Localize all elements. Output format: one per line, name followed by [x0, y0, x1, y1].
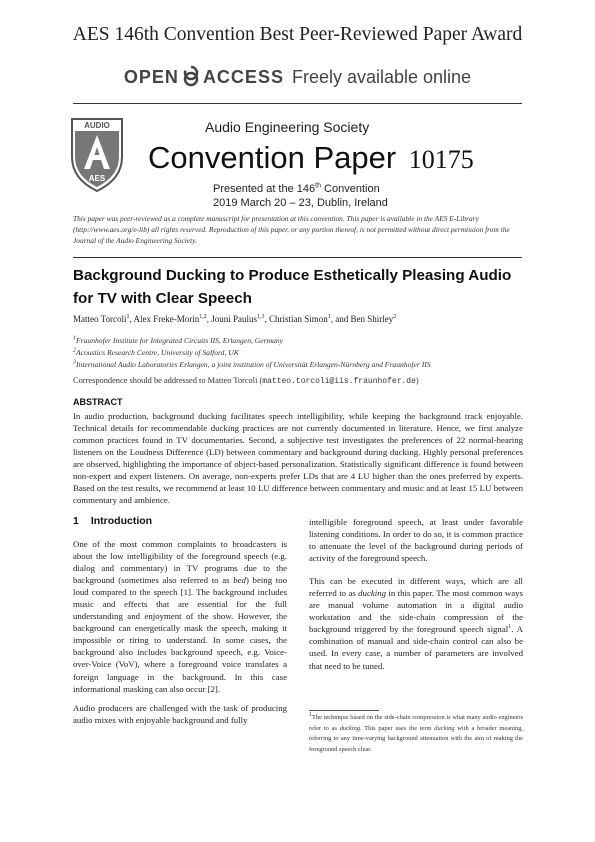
- correspondence-email[interactable]: matteo.torcoli@iis.fraunhofer.de: [262, 377, 416, 386]
- section-heading: [73, 515, 152, 527]
- presented-at-post: Convention: [320, 183, 380, 195]
- affiliation-1-num: 1: [73, 335, 76, 342]
- intro-paragraph-4: [309, 575, 523, 671]
- footnote-part-a: The technique based on the side-chain compression is what many audio engineers refer to as: [309, 714, 523, 732]
- section-number: 1: [73, 515, 79, 527]
- intro-p4-part-a: This can be executed in different ways, which are all referred to as: [309, 576, 523, 599]
- intro-p1-emphasis: bed: [233, 575, 246, 586]
- convention-paper-title: [148, 140, 474, 176]
- author-name: Christian Simon: [268, 314, 328, 324]
- author-affiliation-mark: 1,3: [256, 314, 265, 320]
- author-list: Matteo Torcoli$^1$, Alex Freke-Morin$^{1,2}$, Jouni Paulus$^{1,3}$, Christian Simon$^1$, and Ben Shirley$^2$: [73, 314, 397, 324]
- aes-logo: [70, 117, 124, 193]
- intro-p4-part-c: . A combination of manual and side-chain control can also be used. In every case, a number of parameters are involved that need to be tuned.: [309, 624, 523, 671]
- footnote-emphasis-1: ducking: [339, 724, 360, 732]
- affiliation-1-text: Fraunhofer Institute for Integrated Circuits IIS, Erlangen, Germany: [76, 336, 284, 345]
- author-affiliation-mark: 1: [327, 314, 331, 320]
- footnote-number: 1: [309, 711, 312, 718]
- author-affiliation-mark: 2: [393, 314, 397, 320]
- intro-paragraph-3: intelligible foreground speech, at least under favorable listening conditions. In order to do so, it is common practice to attenuate the level of the background during periods of activity of the foreground speech.: [309, 517, 523, 564]
- intro-p4-part-b: in this paper. The most common ways are manual volume automation in a digital audio workstation and the side-chain compression of the background triggered by the foreground speech signal: [309, 588, 523, 635]
- intro-p1-part-b: ) being too loud compared to the speech [1]. The background includes music and effects that are essential for the full understanding and enjoyment of the show. However, the background can energetically mask the speech, making it impossible or tiring to understand. In some cases, the background also includes background speech, e.g. Voice-over-Voice (VoV), where a foreground voice translates a foreign language in the background. In this case informational masking can also occur [2].: [73, 575, 287, 694]
- abstract-heading: ABSTRACT: [73, 397, 123, 407]
- open-access-lock-icon: [182, 64, 200, 88]
- correspondence-label: Correspondence should be addressed to Matteo Torcoli (: [73, 376, 263, 385]
- intro-p4-emphasis: ducking: [358, 588, 387, 599]
- footnote-marker[interactable]: 1: [508, 624, 512, 631]
- affiliation-3: [73, 360, 523, 369]
- intro-paragraph-2: Audio producers are challenged with the task of producing audio mixes with enjoyable background and fully: [73, 702, 287, 725]
- footnote-part-b: . This paper uses the term: [359, 724, 435, 732]
- right-column: [309, 516, 523, 672]
- section-title: Introduction: [90, 515, 153, 527]
- convention-dates: 2019 March 20 – 23, Dublin, Ireland: [213, 197, 388, 209]
- intro-p1-part-a: One of the most common complaints to broadcasters is about the low intelligibility of the foreground speech (e.g. dialog and commentary) in TV programs due to the background (sometimes also referred to as: [73, 539, 287, 586]
- convention-paper-label: Convention Paper: [148, 140, 397, 175]
- affiliation-2: [73, 348, 523, 357]
- paper-title: Background Ducking to Produce Esthetically Pleasing Audio for TV with Clear Speech: [73, 267, 512, 307]
- aes-logo-audio-text: AUDIO: [84, 121, 110, 130]
- author-affiliation-mark: 1: [126, 314, 130, 320]
- society-name: Audio Engineering Society: [205, 119, 370, 135]
- author-affiliation-mark: 1,2: [199, 314, 207, 320]
- aes-logo-aes-text: AES: [88, 174, 106, 183]
- left-column: [73, 538, 287, 726]
- affiliation-2-text: Acoustics Research Centre, University of Salford, UK: [76, 348, 239, 357]
- presented-at: [213, 183, 380, 195]
- footnote-emphasis-2: ducking: [434, 724, 455, 732]
- author-name: Jouni Paulus: [211, 314, 257, 324]
- footnote: [309, 713, 523, 755]
- open-access-tagline: Freely available online: [291, 67, 472, 87]
- affiliation-1: [73, 336, 523, 345]
- award-banner: AES 146th Convention Best Peer-Reviewed Paper Award: [72, 24, 523, 45]
- header-top-rule: [73, 103, 522, 104]
- header-bottom-rule: [73, 257, 522, 258]
- open-access-word-open: OPEN: [123, 67, 179, 87]
- correspondence-line: [73, 376, 523, 386]
- footnote-rule: [309, 710, 379, 711]
- affiliation-3-num: 3: [73, 359, 76, 366]
- author-name: Ben Shirley: [350, 314, 394, 324]
- intro-paragraph-1: [73, 538, 287, 695]
- abstract-body: In audio production, background ducking facilitates speech intelligibility, while keeping the background track enjoyable. Technical details for recommendable ducking practices are not currently documented in literature. Hence, we first analyze common practices found in TV documentaries. Second, a subjective test investigates the preferences of 22 normal-hearing listeners on the Loudness Difference (LD) between commentary and background during ducking. Highly personal preferences are observed, highlighting the importance of object-based personalization. Statistically significant difference is found between non-expert and expert listeners. On average, non-experts prefer LDs that are 4 LU higher than the ones preferred by experts. Based on the test results, we recommend at least 10 LU difference between commentary and music and at least 15 LU between commentary and ambience.: [73, 411, 523, 506]
- open-access-word-access: ACCESS: [202, 67, 284, 87]
- affiliation-2-num: 2: [73, 347, 76, 354]
- author-name: Alex Freke-Morin: [133, 314, 200, 324]
- open-access-banner: [0, 64, 595, 88]
- presented-at-pre: Presented at the 146: [213, 183, 316, 195]
- footnote-part-c: with a broader meaning, referring to any time-varying background attenuation with the aim of making the foreground speech clear.: [309, 724, 523, 753]
- affiliation-3-text: International Audio Laboratories Erlangen, a joint institution of Universität Erlangen-Nürnberg and Fraunhofer IIS: [76, 360, 431, 369]
- presented-at-sup: th: [315, 182, 321, 190]
- correspondence-close: ): [415, 376, 419, 385]
- author-name: Matteo Torcoli: [73, 314, 127, 324]
- paper-number: 10175: [408, 145, 474, 174]
- peer-review-note: This paper was peer-reviewed as a complete manuscript for presentation at this convention. This paper is available in the AES E-Library (http://www.aes.org/e-lib) all rights reserved. Reproduction of this paper, or any portion thereof, is not permitted without direct permission from the Journal of the Audio Engineering Society.: [73, 214, 510, 245]
